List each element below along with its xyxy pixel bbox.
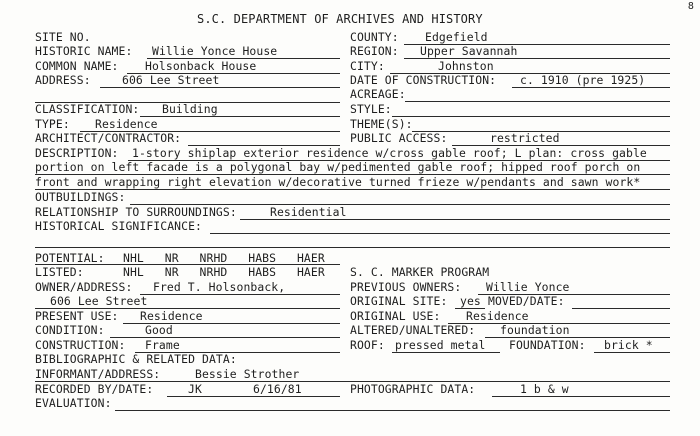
type-label: TYPE: — [35, 117, 70, 131]
description-line-2: portion on left facade is a polygonal bay w/pedimented gable roof; hipped roof porch on — [35, 160, 641, 174]
owner-address-value: Fred T. Holsonback, — [153, 280, 286, 294]
recorded-by-value: JK — [188, 382, 202, 396]
historical-significance-line — [210, 233, 670, 234]
historic-name-label: HISTORIC NAME: — [35, 44, 133, 58]
date-of-construction-value: c. 1910 (pre 1925) — [520, 73, 646, 87]
city-value: Johnston — [438, 59, 494, 73]
type-value: Residence — [95, 117, 158, 131]
foundation-label: FOUNDATION: — [509, 338, 586, 352]
page-number: 8 — [687, 1, 694, 12]
region-label: REGION: — [350, 44, 399, 58]
address-label: ADDRESS: — [35, 73, 91, 87]
present-use-value: Residence — [140, 309, 203, 323]
description-rule-3 — [35, 189, 670, 190]
photographic-value: 1 b & w — [520, 382, 569, 396]
site-no-label: SITE NO. — [35, 30, 91, 44]
moved-date-line — [572, 308, 670, 309]
city-label: CITY: — [350, 59, 385, 73]
county-label: COUNTY: — [350, 30, 399, 44]
classification-line — [140, 116, 340, 117]
recorded-date-value: 6/16/81 — [253, 382, 302, 396]
classification-label: CLASSIFICATION: — [35, 102, 140, 116]
roof-line — [392, 352, 500, 353]
photographic-label: PHOTOGRAPHIC DATA: — [350, 382, 476, 396]
recorded-by-line — [167, 396, 340, 397]
date-of-construction-label: DATE OF CONSTRUCTION: — [350, 73, 497, 87]
informant-value: Bessie Strother — [195, 367, 300, 381]
owner-address-label: OWNER/ADDRESS: — [35, 280, 133, 294]
potential-options: NHL NR NRHD HABS HAER — [123, 251, 325, 265]
condition-label: CONDITION: — [35, 323, 105, 337]
relationship-line — [240, 219, 670, 220]
present-use-label: PRESENT USE: — [35, 309, 119, 323]
construction-value: Frame — [145, 338, 180, 352]
recorded-by-label: RECORDED BY/DATE: — [35, 382, 154, 396]
public-access-value: restricted — [490, 131, 560, 145]
marker-program-label: S. C. MARKER PROGRAM — [350, 265, 490, 279]
evaluation-label: EVALUATION: — [35, 396, 112, 410]
condition-value: Good — [145, 323, 173, 337]
architect-label: ARCHITECT/CONTRACTOR: — [35, 131, 182, 145]
altered-value: foundation — [500, 323, 570, 337]
common-name-value: Holsonback House — [145, 59, 257, 73]
listed-options: NHL NR NRHD HABS HAER — [123, 265, 325, 279]
previous-owners-value: Willie Yonce — [486, 280, 570, 294]
owner-address-line-2: 606 Lee Street — [50, 294, 148, 308]
county-value: Edgefield — [425, 30, 488, 44]
moved-date-label: MOVED/DATE: — [488, 294, 565, 308]
form-title: S.C. DEPARTMENT OF ARCHIVES AND HISTORY — [197, 12, 483, 26]
region-value: Upper Savannah — [420, 44, 518, 58]
original-site-value: yes — [460, 294, 481, 308]
original-site-label: ORIGINAL SITE: — [350, 294, 448, 308]
classification-value: Building — [162, 102, 218, 116]
common-name-label: COMMON NAME: — [35, 59, 119, 73]
listed-label: LISTED: — [35, 265, 84, 279]
previous-owners-label: PREVIOUS OWNERS: — [350, 280, 462, 294]
theme-label: THEME(S): — [350, 117, 413, 131]
date-of-construction-line — [512, 87, 670, 88]
roof-label: ROOF: — [350, 338, 385, 352]
photographic-line — [492, 396, 670, 397]
altered-label: ALTERED/UNALTERED: — [350, 323, 476, 337]
informant-label: INFORMANT/ADDRESS: — [35, 367, 161, 381]
historical-significance-line-2 — [35, 247, 670, 248]
style-line — [392, 116, 670, 117]
description-label: DESCRIPTION: — [35, 146, 119, 160]
roof-value: pressed metal — [395, 338, 486, 352]
original-use-value: Residence — [466, 309, 529, 323]
historical-significance-label: HISTORICAL SIGNIFICANCE: — [35, 219, 202, 233]
foundation-line — [594, 352, 670, 353]
outbuildings-label: OUTBUILDINGS: — [35, 190, 126, 204]
description-line-1: 1-story shiplap exterior residence w/cross gable roof; L plan: cross gable — [132, 146, 647, 160]
potential-label: POTENTIAL: — [35, 251, 105, 265]
bibliographic-label: BIBLIOGRAPHIC & RELATED DATA: — [35, 352, 237, 366]
relationship-value: Residential — [270, 205, 347, 219]
address-value: 606 Lee Street — [122, 73, 220, 87]
public-access-label: PUBLIC ACCESS: — [350, 131, 448, 145]
acreage-label: ACREAGE: — [350, 87, 406, 101]
style-label: STYLE: — [350, 102, 392, 116]
construction-label: CONSTRUCTION: — [35, 338, 126, 352]
address-line — [100, 87, 340, 88]
evaluation-line — [115, 410, 670, 411]
acreage-line — [405, 101, 670, 102]
foundation-value: brick * — [604, 338, 653, 352]
description-line-3: front and wrapping right elevation w/decorative turned frieze w/pendants and sawn work* — [35, 175, 641, 189]
owner-address-line — [140, 294, 340, 295]
original-use-label: ORIGINAL USE: — [350, 309, 441, 323]
historic-name-value: Willie Yonce House — [152, 44, 278, 58]
relationship-label: RELATIONSHIP TO SURROUNDINGS: — [35, 205, 237, 219]
